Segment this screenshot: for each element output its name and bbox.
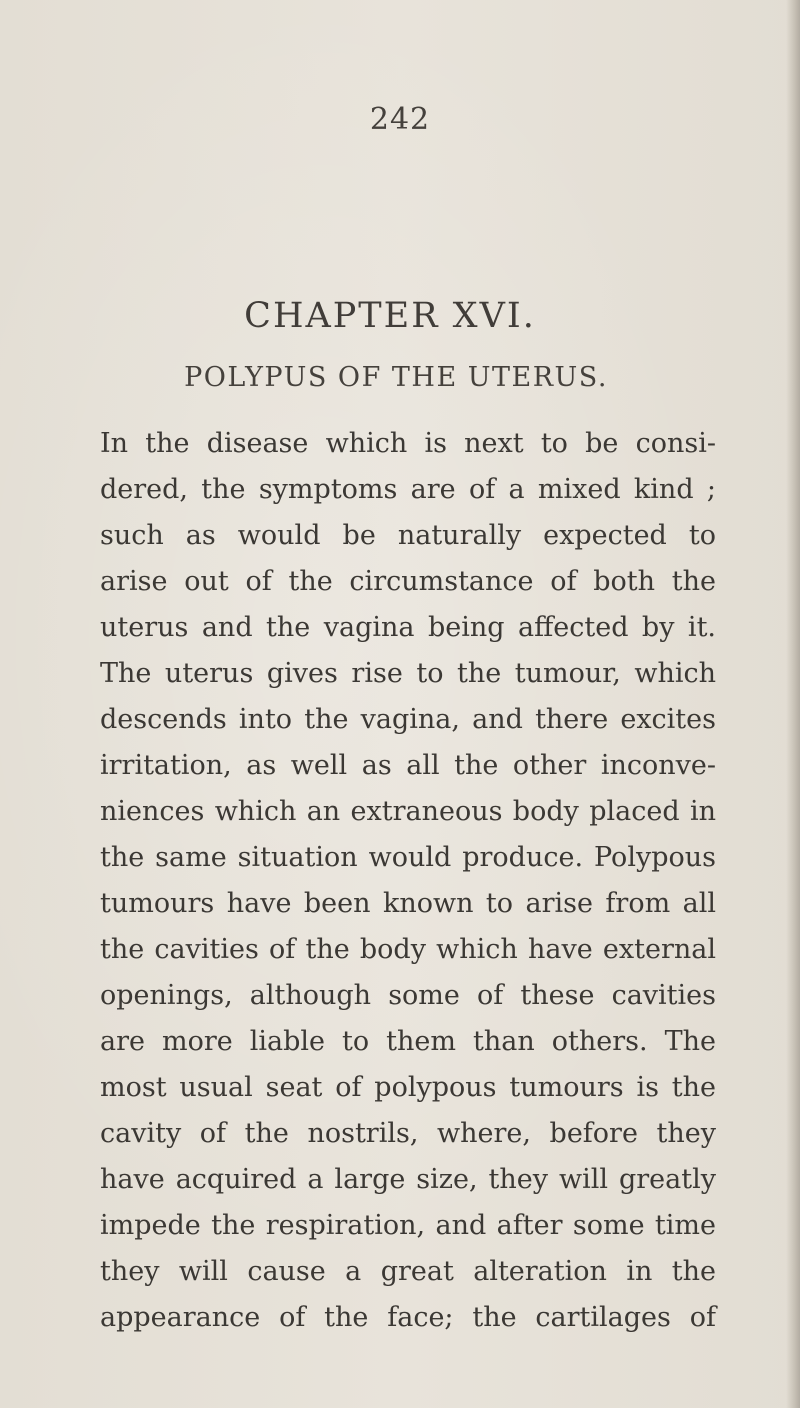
page-edge-shadow — [786, 0, 800, 1408]
text-line: they will cause a great alteration in the — [100, 1256, 716, 1287]
page-number: 242 — [369, 102, 431, 137]
text-line: the same situation would produce. Polypous — [100, 842, 716, 873]
text-line: openings, although some of these cavities — [100, 980, 716, 1011]
text-line: most usual seat of polypous tumours is the — [100, 1072, 716, 1103]
text-line: arise out of the circumstance of both the — [100, 566, 716, 597]
text-line: have acquired a large size, they will greatly — [100, 1164, 716, 1195]
text-line: appearance of the face; the cartilages of — [100, 1302, 716, 1333]
text-line: irritation, as well as all the other inconve- — [100, 750, 716, 781]
text-line: descends into the vagina, and there excites — [100, 704, 716, 735]
text-line: niences which an extraneous body placed in — [100, 796, 716, 827]
text-line: are more liable to them than others. The — [100, 1026, 716, 1057]
text-line: dered, the symptoms are of a mixed kind ; — [100, 474, 716, 505]
text-line: impede the respiration, and after some time — [100, 1210, 716, 1241]
text-line: tumours have been known to arise from all — [100, 888, 716, 919]
text-line: uterus and the vagina being affected by it. — [100, 612, 716, 643]
text-line: In the disease which is next to be consi- — [100, 428, 716, 459]
text-line: such as would be naturally expected to — [100, 520, 716, 551]
section-title: POLYPUS OF THE UTERUS. — [184, 362, 608, 393]
text-line: The uterus gives rise to the tumour, which — [100, 658, 716, 689]
text-line: cavity of the nostrils, where, before they — [100, 1118, 716, 1149]
body-text — [100, 421, 716, 1341]
chapter-title: CHAPTER XVI. — [244, 296, 536, 336]
text-line: the cavities of the body which have external — [100, 934, 716, 965]
